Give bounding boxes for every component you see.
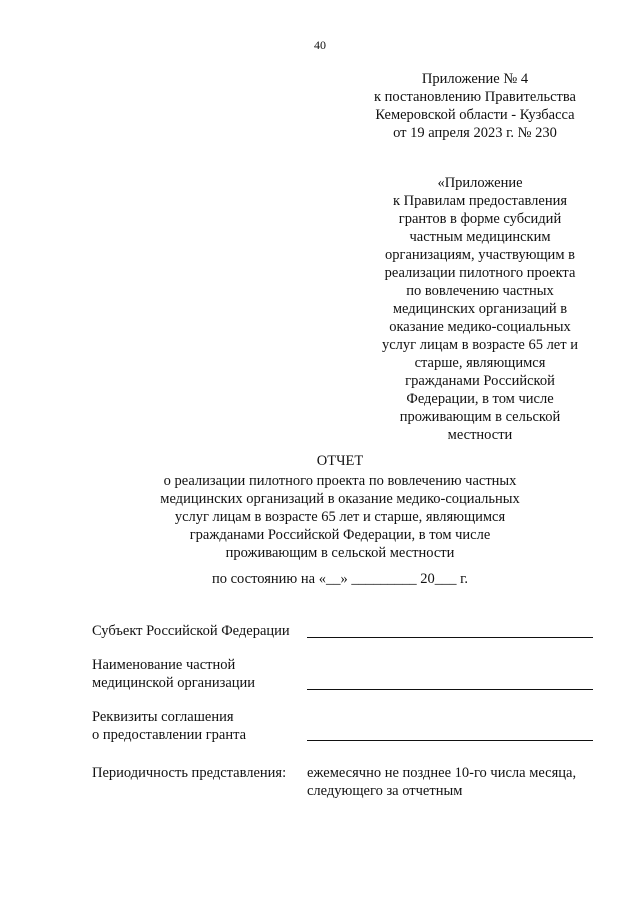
periodicity-value-line: следующего за отчетным — [307, 783, 463, 799]
report-subtitle — [0, 472, 640, 562]
report-subtitle-line: о реализации пилотного проекта по вовлечению частных — [163, 473, 517, 489]
report-subtitle-line: медицинских организаций в оказание медико-социальных — [160, 491, 520, 507]
page-number: 40 — [314, 38, 326, 52]
org-fill-line — [307, 689, 593, 690]
agreement-label-line: о предоставлении гранта — [92, 727, 247, 743]
report-state-date: по состоянию на «__» _________ 20___ г. — [211, 571, 468, 587]
subject-label — [92, 622, 290, 640]
report-title: ОТЧЕТ — [316, 453, 364, 469]
annex-line: Приложение № 4 — [421, 71, 529, 87]
agreement-label-line: Реквизиты соглашения — [92, 709, 234, 725]
periodicity-label-text: Периодичность представления: — [92, 765, 287, 781]
annex-rules-line: местности — [447, 427, 513, 443]
annex-header — [360, 70, 590, 142]
annex-line: к постановлению Правительства — [374, 89, 576, 105]
annex-rules-line: услуг лицам в возрасте 65 лет и — [382, 337, 578, 353]
annex-rules-line: оказание медико-социальных — [389, 319, 571, 335]
subject-fill-line — [307, 637, 593, 638]
annex-rules-header — [370, 174, 590, 444]
agreement-label — [92, 708, 246, 744]
annex-rules-line: медицинских организаций в — [392, 301, 568, 317]
report-subtitle-line: услуг лицам в возрасте 65 лет и старше, являющимся — [174, 509, 506, 525]
periodicity-value-line: ежемесячно не позднее 10-го числа месяца, — [307, 765, 577, 781]
annex-rules-line: частным медицинским — [409, 229, 551, 245]
org-label-line: медицинской организации — [92, 675, 256, 691]
annex-rules-line: гражданами Российской — [405, 373, 555, 389]
annex-rules-line: «Приложение — [437, 175, 523, 191]
agreement-fill-line — [307, 740, 593, 741]
report-subtitle-line: гражданами Российской Федерации, в том числе — [189, 527, 491, 543]
annex-rules-line: по вовлечению частных — [406, 283, 554, 299]
annex-rules-line: реализации пилотного проекта — [384, 265, 576, 281]
annex-rules-line: проживающим в сельской — [399, 409, 561, 425]
annex-rules-line: к Правилам предоставления — [392, 193, 568, 209]
org-label — [92, 656, 255, 692]
periodicity-label — [92, 764, 286, 782]
annex-line: от 19 апреля 2023 г. № 230 — [393, 125, 557, 141]
annex-rules-line: грантов в форме субсидий — [398, 211, 562, 227]
annex-rules-line: Федерации, в том числе — [406, 391, 554, 407]
annex-rules-line: старше, являющимся — [414, 355, 546, 371]
annex-rules-line: организациям, участвующим в — [385, 247, 575, 263]
periodicity-value — [307, 764, 597, 800]
org-label-line: Наименование частной — [92, 657, 236, 673]
report-subtitle-line: проживающим в сельской местности — [225, 545, 455, 561]
subject-label-text: Субъект Российской Федерации — [92, 623, 290, 639]
annex-line: Кемеровской области - Кузбасса — [375, 107, 575, 123]
